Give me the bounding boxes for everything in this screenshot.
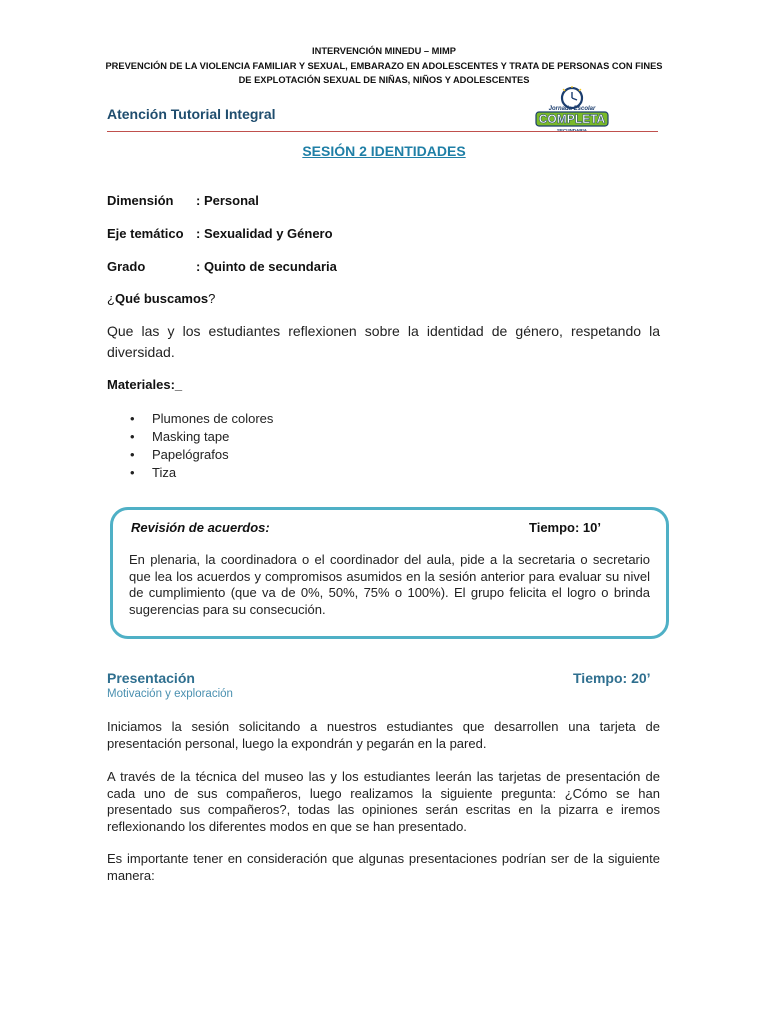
document-header (0, 44, 768, 88)
header-divider (107, 131, 658, 132)
field-value: : Sexualidad y Género (196, 226, 333, 241)
presentation-paragraph: A través de la técnica del museo las y los estudiantes leerán las tarjetas de presentación de cada uno de sus compañeros, luego realizamos la siguiente pregunta: ¿Cómo se han presentado sus compañeros?, todas las opiniones serán escritas en la pizarra e iremos reflexionando los diferentes modos en que se han presentado. (107, 769, 660, 834)
objective-paragraph: Que las y los estudiantes reflexionen sobre la identidad de género, respetando la diversidad. (107, 323, 660, 360)
field-grado (107, 259, 337, 274)
field-eje-tematico (107, 226, 333, 241)
list-item: • Tiza (130, 464, 273, 482)
review-text: En plenaria, la coordinadora o el coordinador del aula, pide a la secretaria o secretario que lea los acuerdos y compromisos asumidos en la sesión anterior para evaluar su nivel de cumplimiento (que va de 0%, 50%, 75% o 100%). El grupo felicita el logro o brinda sugerencias para su consecución. (129, 552, 650, 617)
field-label: Eje temático (107, 226, 184, 241)
field-value: : Quinto de secundaria (196, 259, 337, 274)
question-bold-text: Qué buscamos (114, 291, 209, 306)
presentation-paragraph: Es importante tener en consideración que algunas presentaciones podrían ser de la siguiente manera: (107, 851, 660, 883)
review-title: Revisión de acuerdos: (131, 520, 270, 535)
question-heading (107, 291, 215, 306)
field-label: Dimensión (107, 193, 174, 208)
session-title: SESIÓN 2 IDENTIDADES (302, 143, 466, 159)
review-time: Tiempo: 10’ (529, 520, 602, 535)
logo-main-text: COMPLETA (538, 112, 606, 126)
question-open-mark: ¿ (107, 291, 115, 306)
list-item: • Masking tape (130, 428, 273, 446)
program-title: Atención Tutorial Integral (107, 106, 276, 122)
review-box (110, 507, 669, 639)
field-label: Grado (107, 259, 146, 274)
header-line-2: PREVENCIÓN DE LA VIOLENCIA FAMILIAR Y SEXUAL, EMBARAZO EN ADOLESCENTES Y TRATA DE PERSONAS CON FINES (105, 60, 663, 71)
materials-label: Materiales:_ (107, 377, 183, 392)
question-close-mark: ? (208, 291, 216, 306)
field-dimension (107, 193, 259, 208)
jornada-escolar-completa-logo (532, 86, 612, 136)
logo-top-text: Jornada Escolar (548, 106, 596, 112)
header-line-3: DE EXPLOTACIÓN SEXUAL DE NIÑAS, NIÑOS Y ADOLESCENTES (238, 75, 530, 85)
list-item: • Papelógrafos (130, 446, 273, 464)
field-value: : Personal (196, 193, 259, 208)
materials-list (130, 410, 273, 482)
list-item: • Plumones de colores (130, 410, 273, 428)
header-line-1: INTERVENCIÓN MINEDU – MIMP (312, 46, 456, 56)
presentation-paragraph: Iniciamos la sesión solicitando a nuestros estudiantes que desarrollen una tarjeta de presentación personal, luego la expondrán y pegarán en la pared. (107, 719, 660, 751)
presentation-time: Tiempo: 20’ (573, 670, 651, 686)
presentation-subtitle: Motivación y exploración (107, 688, 233, 700)
presentation-title: Presentación (107, 670, 195, 686)
